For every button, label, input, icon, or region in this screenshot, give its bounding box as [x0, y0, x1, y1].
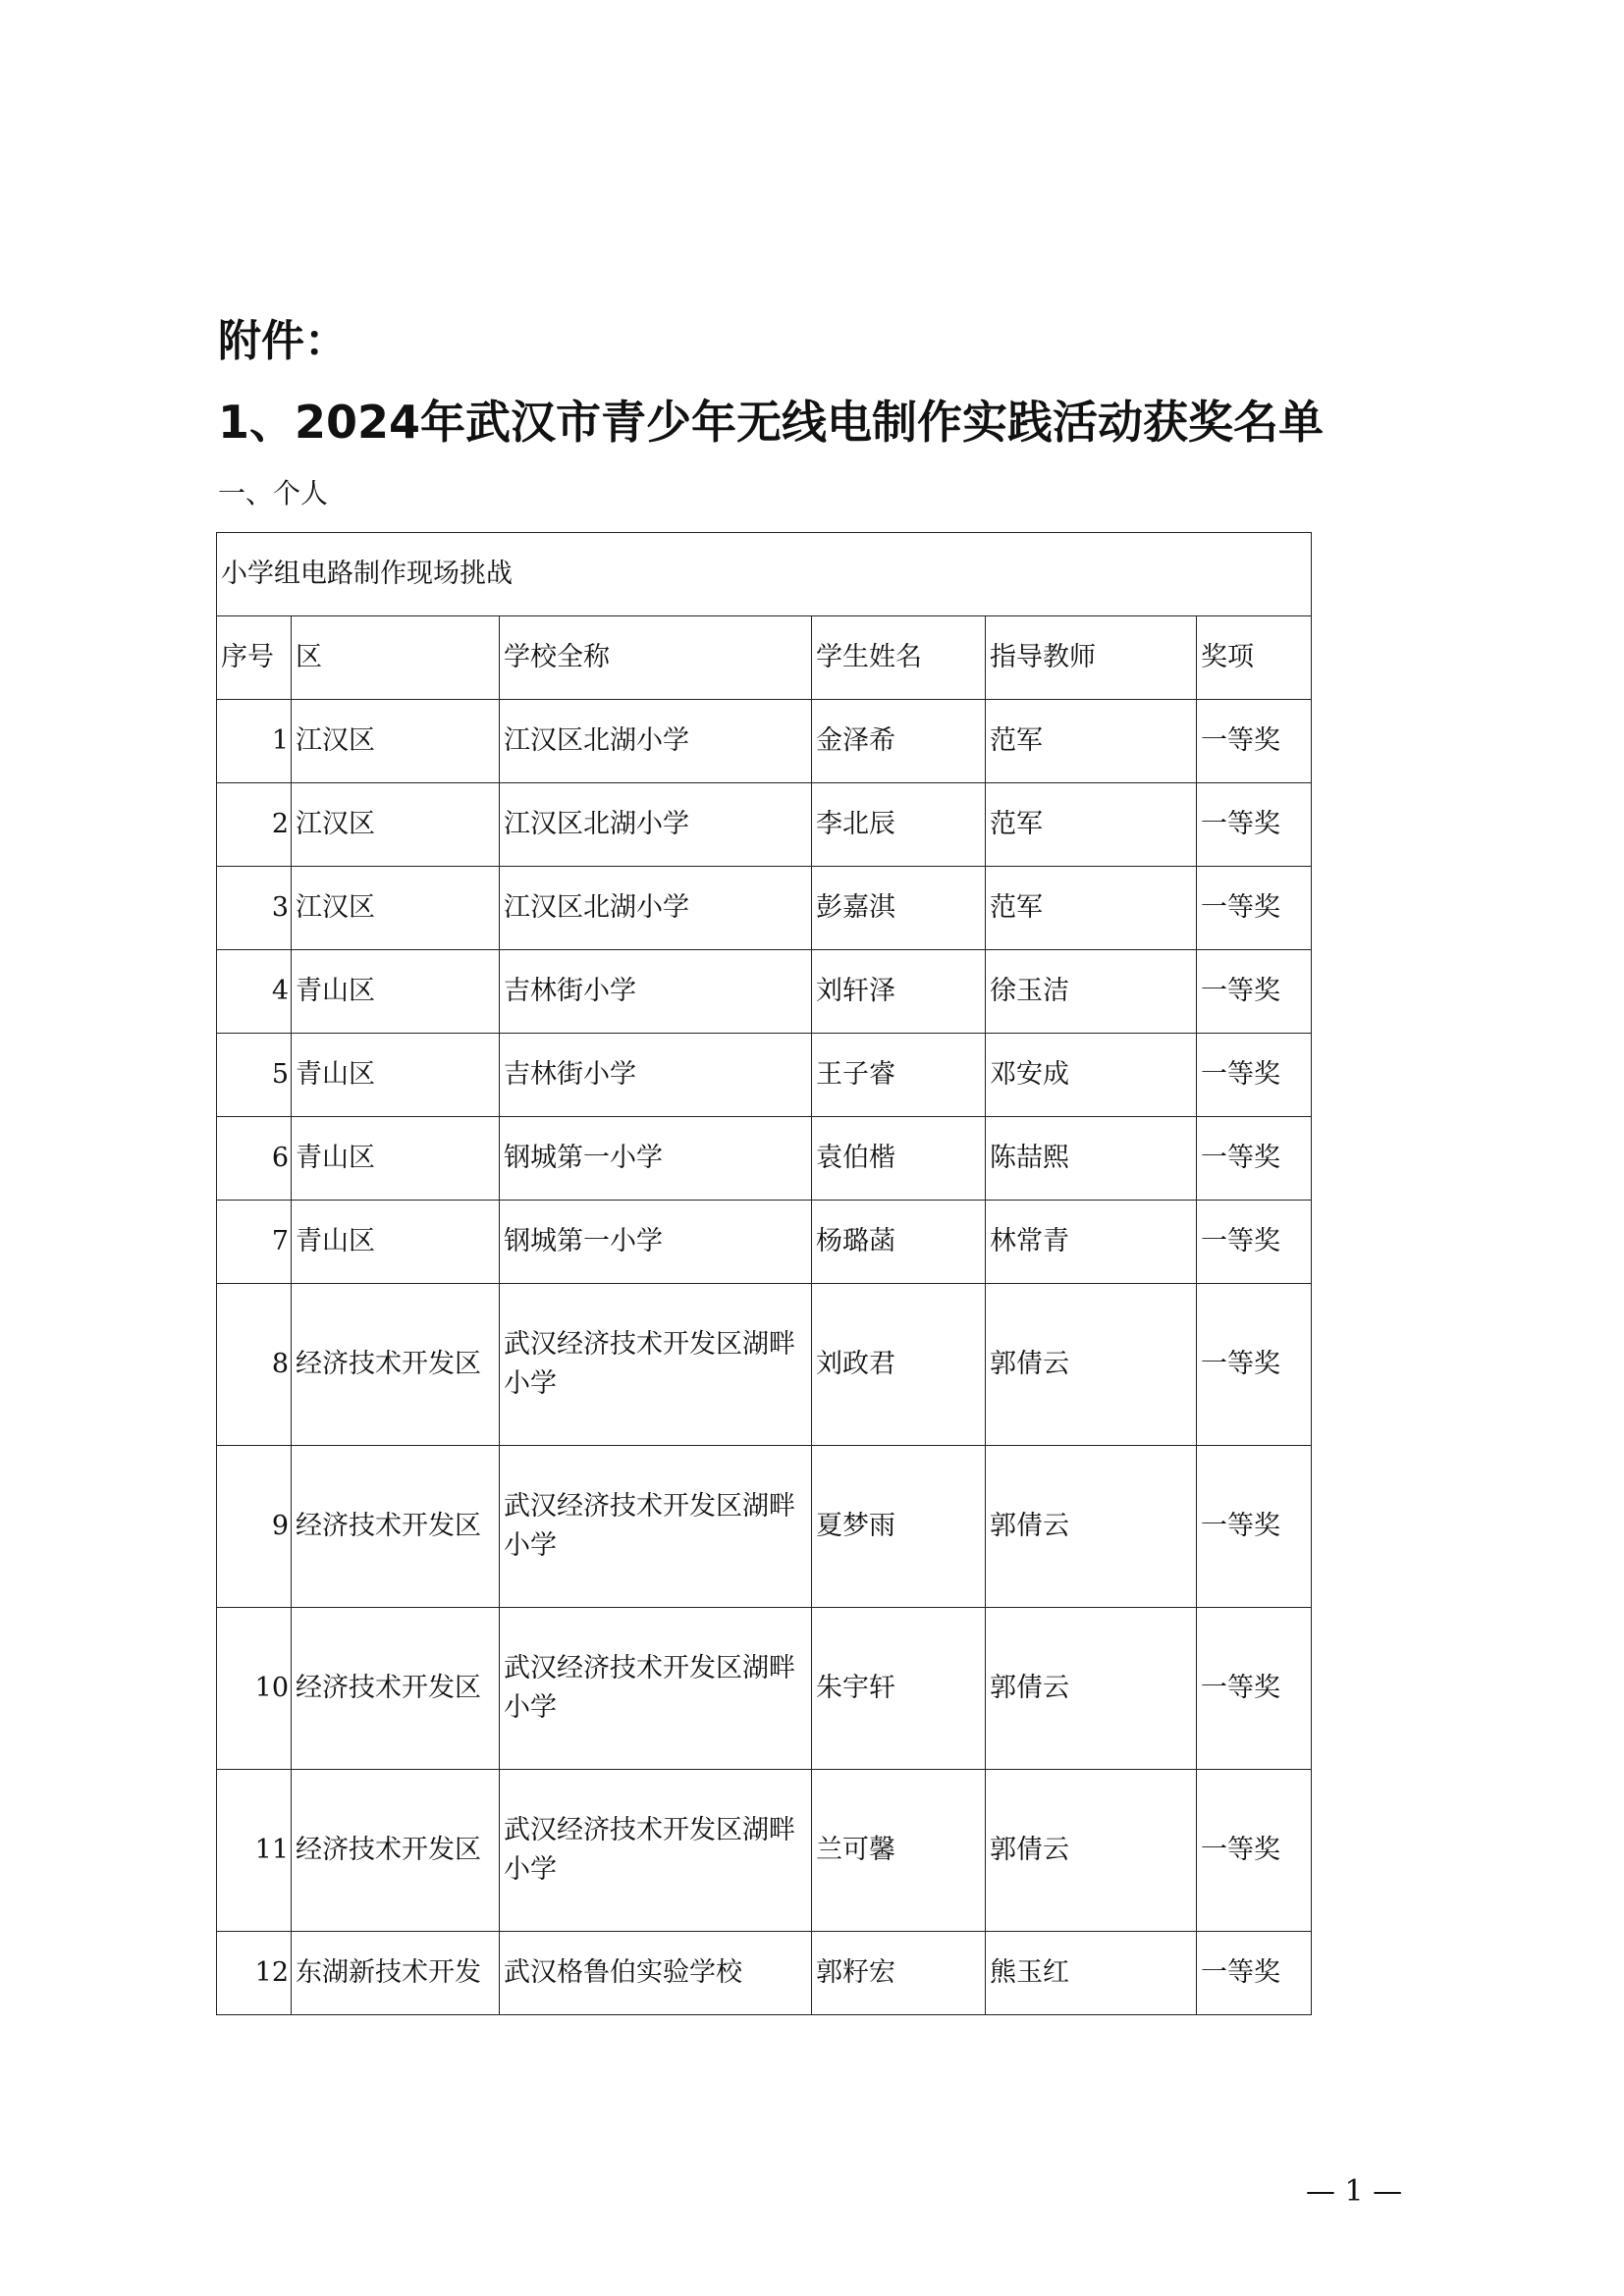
district-cell: 经济技术开发区 — [292, 1446, 500, 1608]
school-cell: 武汉格鲁伯实验学校 — [500, 1932, 812, 2015]
student-name-cell: 彭嘉淇 — [812, 867, 986, 950]
serial-number-cell: 8 — [217, 1284, 292, 1446]
table-row — [217, 950, 1312, 1034]
school-cell: 江汉区北湖小学 — [500, 867, 812, 950]
header-row — [217, 616, 1312, 700]
table-row — [217, 700, 1312, 783]
school-cell: 钢城第一小学 — [500, 1201, 812, 1284]
district-cell: 青山区 — [292, 1117, 500, 1201]
school-cell: 武汉经济技术开发区湖畔小学 — [500, 1770, 812, 1932]
teacher-cell: 郭倩云 — [986, 1770, 1197, 1932]
table-row — [217, 1446, 1312, 1608]
award-cell: 一等奖 — [1197, 1770, 1312, 1932]
table-row — [217, 1770, 1312, 1932]
school-cell: 吉林街小学 — [500, 950, 812, 1034]
district-cell: 东湖新技术开发 — [292, 1932, 500, 2015]
group-title-row — [217, 533, 1312, 616]
student-name-cell: 郭籽宏 — [812, 1932, 986, 2015]
school-cell: 钢城第一小学 — [500, 1117, 812, 1201]
district-cell: 江汉区 — [292, 783, 500, 867]
serial-number-cell: 1 — [217, 700, 292, 783]
district-cell: 江汉区 — [292, 867, 500, 950]
student-name-cell: 王子睿 — [812, 1034, 986, 1117]
student-name-cell: 袁伯楷 — [812, 1117, 986, 1201]
school-cell: 武汉经济技术开发区湖畔小学 — [500, 1446, 812, 1608]
award-cell: 一等奖 — [1197, 1201, 1312, 1284]
header-cell: 学生姓名 — [812, 616, 986, 700]
award-cell: 一等奖 — [1197, 700, 1312, 783]
table-row — [217, 867, 1312, 950]
district-cell: 江汉区 — [292, 700, 500, 783]
teacher-cell: 徐玉洁 — [986, 950, 1197, 1034]
serial-number-cell: 5 — [217, 1034, 292, 1117]
serial-number-cell: 11 — [217, 1770, 292, 1932]
attachment-label: 附件： — [218, 316, 348, 366]
student-name-cell: 李北辰 — [812, 783, 986, 867]
school-cell: 武汉经济技术开发区湖畔小学 — [500, 1608, 812, 1770]
district-cell: 经济技术开发区 — [292, 1770, 500, 1932]
table-row — [217, 1284, 1312, 1446]
serial-number-cell: 4 — [217, 950, 292, 1034]
award-cell: 一等奖 — [1197, 783, 1312, 867]
district-cell: 经济技术开发区 — [292, 1284, 500, 1446]
serial-number-cell: 7 — [217, 1201, 292, 1284]
table-row — [217, 1608, 1312, 1770]
header-cell: 区 — [292, 616, 500, 700]
district-cell: 青山区 — [292, 950, 500, 1034]
student-name-cell: 朱宇轩 — [812, 1608, 986, 1770]
student-name-cell: 兰可馨 — [812, 1770, 986, 1932]
serial-number-cell: 9 — [217, 1446, 292, 1608]
serial-number-cell: 10 — [217, 1608, 292, 1770]
school-cell: 江汉区北湖小学 — [500, 783, 812, 867]
page-number: — 1 — — [1306, 2174, 1403, 2209]
school-cell: 武汉经济技术开发区湖畔小学 — [500, 1284, 812, 1446]
header-cell: 学校全称 — [500, 616, 812, 700]
award-cell: 一等奖 — [1197, 950, 1312, 1034]
school-cell: 吉林街小学 — [500, 1034, 812, 1117]
header-cell: 序号 — [217, 616, 292, 700]
district-cell: 经济技术开发区 — [292, 1608, 500, 1770]
student-name-cell: 刘轩泽 — [812, 950, 986, 1034]
header-cell: 指导教师 — [986, 616, 1197, 700]
student-name-cell: 杨璐菡 — [812, 1201, 986, 1284]
table-row — [217, 1932, 1312, 2015]
document-title: 1、2024年武汉市青少年无线电制作实践活动获奖名单 — [218, 396, 1325, 449]
district-cell: 青山区 — [292, 1201, 500, 1284]
serial-number-cell: 3 — [217, 867, 292, 950]
teacher-cell: 范军 — [986, 783, 1197, 867]
awards-table — [216, 532, 1312, 2015]
table-row — [217, 1034, 1312, 1117]
teacher-cell: 郭倩云 — [986, 1284, 1197, 1446]
teacher-cell: 范军 — [986, 700, 1197, 783]
serial-number-cell: 12 — [217, 1932, 292, 2015]
teacher-cell: 范军 — [986, 867, 1197, 950]
teacher-cell: 熊玉红 — [986, 1932, 1197, 2015]
section-label: 一、个人 — [218, 477, 329, 509]
award-cell: 一等奖 — [1197, 1034, 1312, 1117]
teacher-cell: 林常青 — [986, 1201, 1197, 1284]
teacher-cell: 陈喆熙 — [986, 1117, 1197, 1201]
serial-number-cell: 2 — [217, 783, 292, 867]
teacher-cell: 郭倩云 — [986, 1608, 1197, 1770]
student-name-cell: 金泽希 — [812, 700, 986, 783]
header-cell: 奖项 — [1197, 616, 1312, 700]
student-name-cell: 刘政君 — [812, 1284, 986, 1446]
table-row — [217, 1201, 1312, 1284]
award-cell: 一等奖 — [1197, 1932, 1312, 2015]
group-title: 小学组电路制作现场挑战 — [217, 533, 1312, 616]
award-cell: 一等奖 — [1197, 1446, 1312, 1608]
award-cell: 一等奖 — [1197, 1117, 1312, 1201]
district-cell: 青山区 — [292, 1034, 500, 1117]
table-row — [217, 783, 1312, 867]
serial-number-cell: 6 — [217, 1117, 292, 1201]
table-row — [217, 1117, 1312, 1201]
award-cell: 一等奖 — [1197, 1284, 1312, 1446]
teacher-cell: 邓安成 — [986, 1034, 1197, 1117]
award-cell: 一等奖 — [1197, 1608, 1312, 1770]
school-cell: 江汉区北湖小学 — [500, 700, 812, 783]
student-name-cell: 夏梦雨 — [812, 1446, 986, 1608]
teacher-cell: 郭倩云 — [986, 1446, 1197, 1608]
award-cell: 一等奖 — [1197, 867, 1312, 950]
